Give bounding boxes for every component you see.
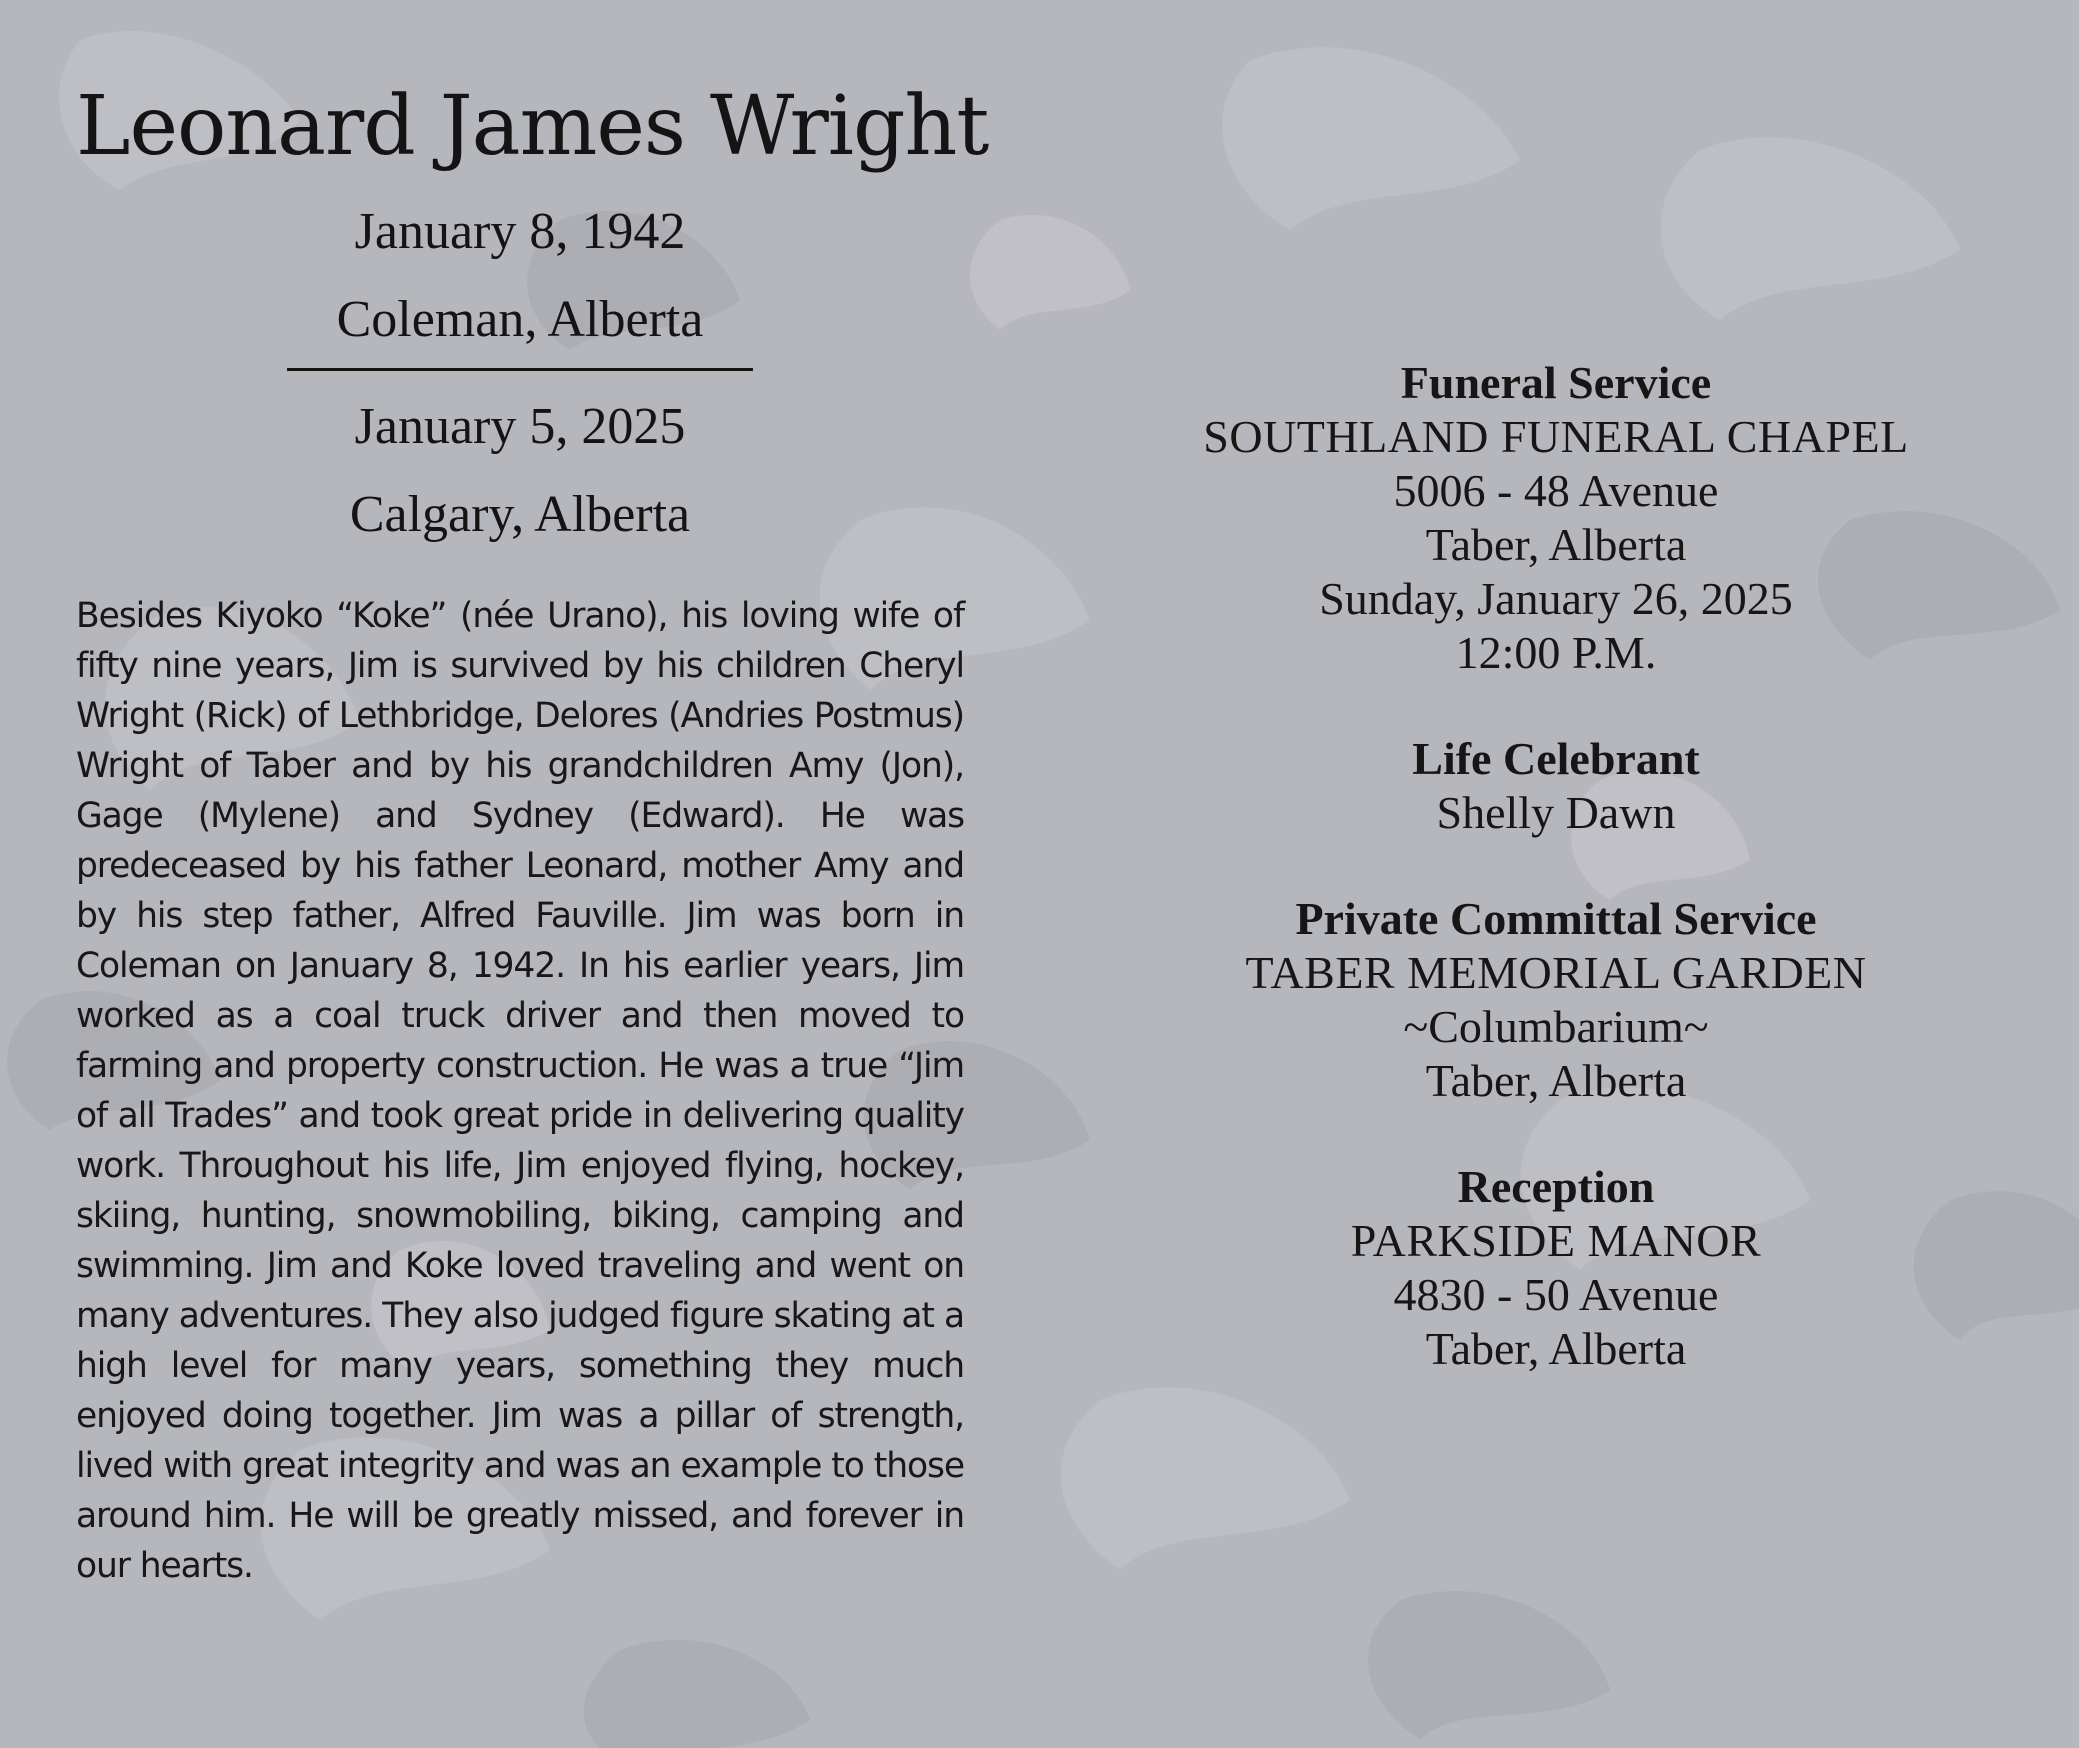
reception-heading: Reception <box>1457 1161 1655 1212</box>
deceased-column <box>76 72 989 1626</box>
life-celebrant-block <box>1106 732 2006 840</box>
divider-line <box>287 368 753 371</box>
committal-service-heading: Private Committal Service <box>1295 893 1817 944</box>
deceased-name: Leonard James Wright <box>76 79 989 174</box>
birth-date: January 8, 1942 <box>354 203 686 260</box>
funeral-service-block <box>1106 356 2006 680</box>
funeral-address: 5006 - 48 Avenue <box>1393 465 1719 516</box>
committal-detail: ~Columbarium~ <box>1403 1001 1709 1052</box>
funeral-city: Taber, Alberta <box>1425 519 1687 570</box>
services-column <box>1106 356 2006 1428</box>
obituary-text: Besides Kiyoko “Koke” (née Urano), his loving wife of fifty nine years, Jim is survived by his children Cheryl Wright (Rick) of Lethbridge, Delores (Andries Postmus) Wright of Taber and by his grandchildren Amy (Jon), Gage (Mylene) and Sydney (Edward). He was predeceased by his father Leonard, mother Amy and by his step father, Alfred Fauville. Jim was born in Coleman on January 8, 1942. In his earlier years, Jim worked as a coal truck driver and then moved to farming and property construction. He was a true “Jim of all Trades” and took great pride in delivering quality work. Throughout his life, Jim enjoyed flying, hockey, skiing, hunting, snowmobiling, biking, camping and swimming. Jim and Koke loved traveling and went on many adventures. They also judged figure skating at a high level for many years, something they much enjoyed doing together. Jim was a pillar of strength, lived with great integrity and was an example to those around him. He will be greatly missed, and forever in our hearts. <box>76 596 964 1586</box>
reception-address: 4830 - 50 Avenue <box>1393 1269 1719 1320</box>
funeral-date: Sunday, January 26, 2025 <box>1319 573 1793 624</box>
funeral-venue: SOUTHLAND FUNERAL CHAPEL <box>1203 411 1909 462</box>
life-celebrant-name: Shelly Dawn <box>1436 787 1676 838</box>
life-celebrant-heading: Life Celebrant <box>1412 733 1700 784</box>
death-date: January 5, 2025 <box>354 398 686 455</box>
committal-venue: TABER MEMORIAL GARDEN <box>1245 947 1867 998</box>
birth-place: Coleman, Alberta <box>336 291 704 348</box>
committal-city: Taber, Alberta <box>1425 1055 1687 1106</box>
committal-service-block <box>1106 892 2006 1108</box>
reception-city: Taber, Alberta <box>1425 1323 1687 1374</box>
funeral-time: 12:00 P.M. <box>1455 627 1657 678</box>
reception-venue: PARKSIDE MANOR <box>1350 1215 1762 1266</box>
vital-dates <box>76 194 964 553</box>
funeral-service-heading: Funeral Service <box>1400 357 1712 408</box>
reception-block <box>1106 1160 2006 1376</box>
death-place: Calgary, Alberta <box>349 486 691 543</box>
